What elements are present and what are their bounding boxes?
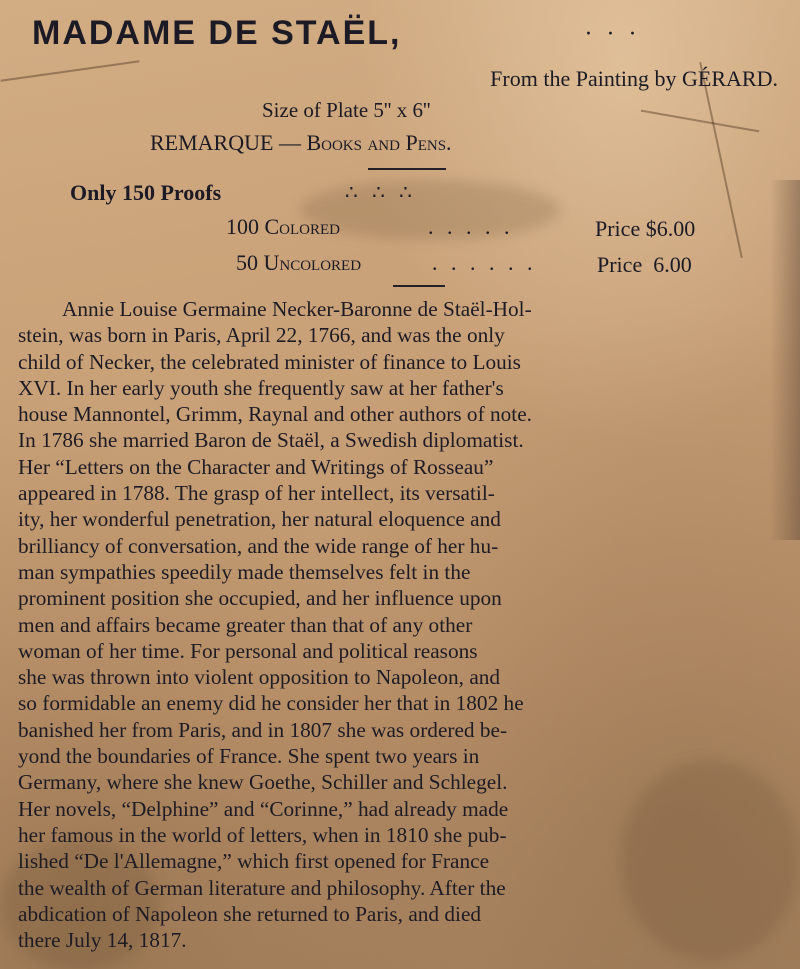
text-line: Annie Louise Germaine Necker-Baronne de Staël-Hol- <box>62 297 532 321</box>
text-line: appeared in 1788. The grasp of her intellect, its versatil- <box>18 481 495 506</box>
title-ornament: · · · <box>585 22 640 47</box>
text-line: XVI. In her early youth she frequently saw at her father's <box>18 375 504 400</box>
text-line: prominent position she occupied, and her influence upon <box>18 586 502 611</box>
proof-item-leader: . . . . . . <box>432 250 537 275</box>
proofs-ornament: ∴ ∴ ∴ <box>345 180 416 204</box>
proofs-heading: Only 150 Proofs <box>70 180 222 205</box>
page-title: MADAME DE STAËL, <box>32 14 402 52</box>
text-line: Her novels, “Delphine” and “Corinne,” had already made <box>18 796 509 821</box>
text-line: there July 14, 1817. <box>18 928 187 953</box>
paper-crease <box>1 60 140 81</box>
text-line: In 1786 she married Baron de Staël, a Swedish diplomatist. <box>18 428 524 453</box>
text-line: so formidable an enemy did he consider her that in 1802 he <box>18 691 524 716</box>
paper-crease <box>641 110 760 133</box>
plate-size: Size of Plate 5'' x 6'' <box>262 98 431 122</box>
text-line: woman of her time. For personal and political reasons <box>18 638 478 663</box>
text-line: stein, was born in Paris, April 22, 1766, and was the only <box>18 323 505 348</box>
text-line: Her “Letters on the Character and Writings of Rosseau” <box>18 454 494 479</box>
text-line: brilliancy of conversation, and the wide range of her hu- <box>18 533 499 558</box>
divider-rule <box>368 168 446 170</box>
divider-rule <box>393 285 445 287</box>
text-line: child of Necker, the celebrated minister of finance to Louis <box>18 349 521 374</box>
biography-text <box>18 296 784 953</box>
remarque-line: REMARQUE — Books and Pens. <box>150 130 452 155</box>
text-line: her famous in the world of letters, when in 1810 she pub- <box>18 822 507 847</box>
proof-item-label: 100 Colored <box>226 214 341 239</box>
text-line: men and affairs became greater than that of any other <box>18 612 473 637</box>
proof-item-price: Price 6.00 <box>597 252 692 277</box>
text-line: house Mannontel, Grimm, Raynal and other authors of note. <box>18 402 532 427</box>
text-line: banished her from Paris, and in 1807 she was ordered be- <box>18 717 508 742</box>
proof-item-price: Price $6.00 <box>595 216 696 241</box>
text-line: abdication of Napoleon she returned to Paris, and died <box>18 901 482 926</box>
text-line: the wealth of German literature and philosophy. After the <box>18 875 506 900</box>
proof-item-leader: . . . . . <box>428 214 514 239</box>
text-line: man sympathies speedily made themselves felt in the <box>18 559 471 584</box>
painting-credit: From the Painting by GÉRARD. <box>490 66 778 91</box>
proof-item-label: 50 Uncolored <box>236 250 362 275</box>
text-line: ity, her wonderful penetration, her natural eloquence and <box>18 507 501 532</box>
text-line: lished “De l'Allemagne,” which first opened for France <box>18 849 490 874</box>
text-line: Germany, where she knew Goethe, Schiller and Schlegel. <box>18 770 508 795</box>
text-line: yond the boundaries of France. She spent two years in <box>18 744 480 769</box>
text-line: she was thrown into violent opposition to Napoleon, and <box>18 665 501 690</box>
